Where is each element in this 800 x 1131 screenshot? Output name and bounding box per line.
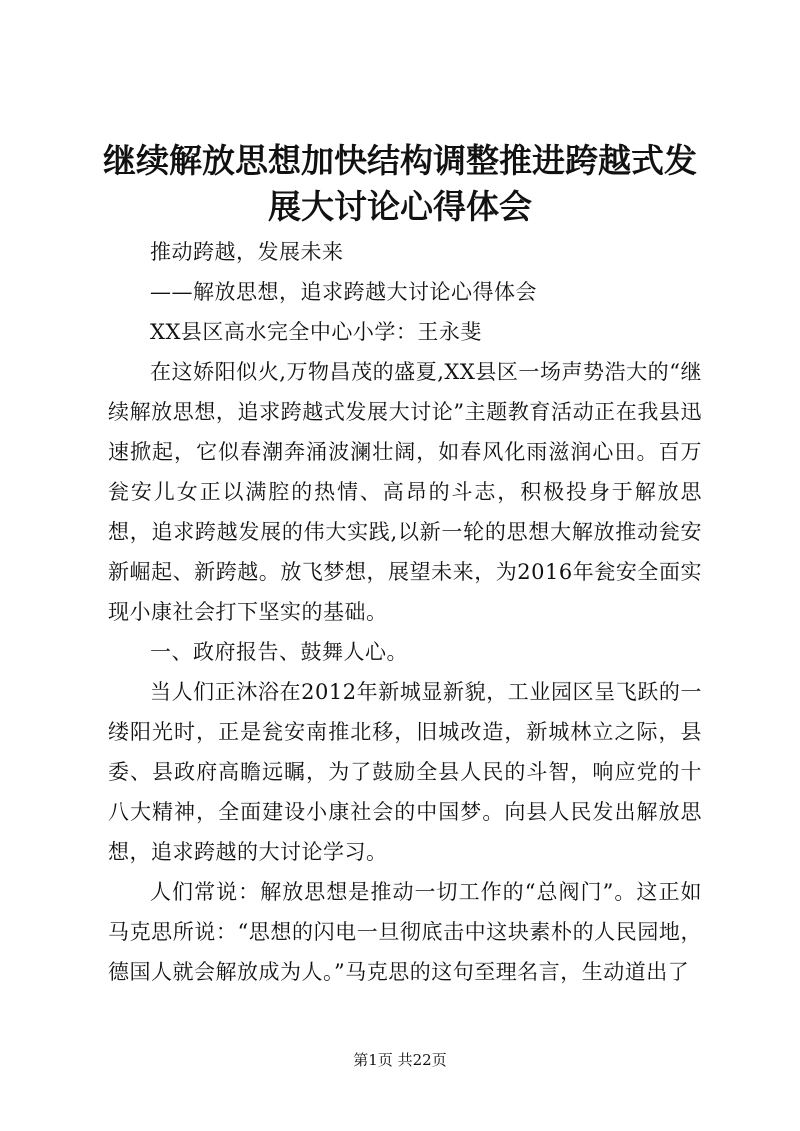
body-paragraph: 人们常说：解放思想是推动一切工作的“总阀门”。这正如马克思所说：“思想的闪电一旦彻底击中这块素朴的人民园地，德国人就会解放成为人。”马克思的这句至理名言，生动道出了	[108, 880, 702, 984]
author-line: XX县区高水完全中心小学：王永斐	[150, 320, 482, 344]
document-body	[108, 232, 702, 992]
section-heading: 一、政府报告、鼓舞人心。	[150, 640, 408, 664]
body-paragraph: 在这娇阳似火,万物昌茂的盛夏,XX县区一场声势浩大的“继续解放思想，追求跨越式发展大讨论”主题教育活动正在我县迅速掀起，它似春潮奔涌波澜壮阔，如春风化雨滋润心田。百万瓮安儿女正以满腔的热情、高昂的斗志，积极投身于解放思想，追求跨越发展的伟大实践,以新一轮的思想大解放推动瓮安新崛起、新跨越。放飞梦想，展望未来，为2016年瓮安全面实现小康社会打下坚实的基础。	[108, 360, 702, 624]
subtitle-line: 推动跨越，发展未来	[150, 240, 344, 264]
body-paragraph: 当人们正沐浴在2012年新城显新貌，工业园区呈飞跃的一缕阳光时，正是瓮安南推北移，旧城改造，新城林立之际，县委、县政府高瞻远瞩，为了鼓励全县人民的斗智，响应党的十八大精神，全面建设小康社会的中国梦。向县人民发出解放思想，追求跨越的大讨论学习。	[108, 680, 702, 864]
page-footer: 第1页 共22页	[353, 1051, 447, 1069]
subheading-line: ——解放思想，追求跨越大讨论心得体会	[150, 280, 537, 304]
document-title: 继续解放思想加快结构调整推进跨越式发展大讨论心得体会	[103, 141, 697, 226]
